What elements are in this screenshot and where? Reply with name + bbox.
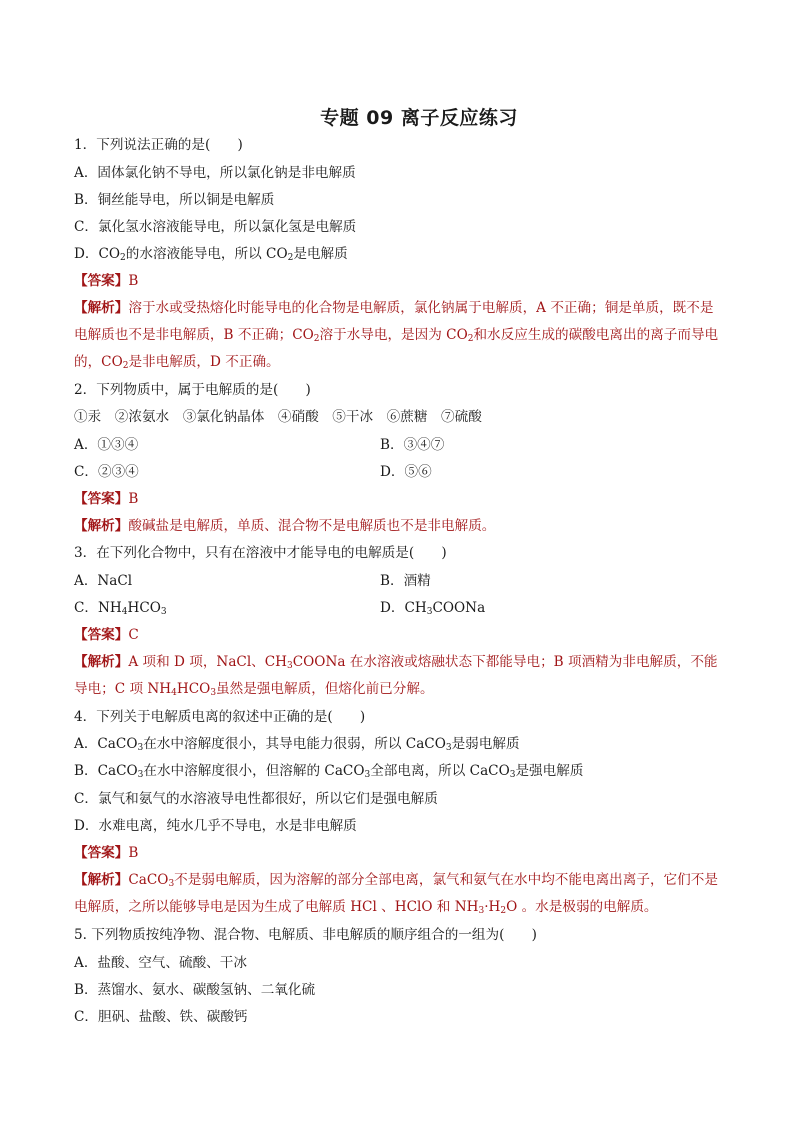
question-4-option-a: A．CaCO$_3$在水中溶解度很小，其导电能力很弱，所以 CaCO$_3$是弱电解质 [74,736,520,753]
question-3-analysis: 【解析】A 项和 D 项，NaCl、$CH_3COONa$ 在水溶液或熔融状态下都能导电；B 项酒精为非电解质，不能导电；C 项 $NH_4HCO_3$虽然是强电解质，但熔化前已分解。 [74,654,718,698]
question-3-option-a: A．NaCl [74,573,133,589]
question-2-answer: 【答案】B [74,491,139,507]
question-1-answer: 【答案】B [74,273,139,289]
question-3-option-d: D．$CH_3COONa$ [380,600,486,617]
question-2-items: ①汞 ②浓氨水 ③氯化钠晶体 ④硝酸 ⑤干冰 ⑥蔗糖 ⑦硫酸 [74,409,482,425]
question-3-answer: 【答案】C [74,627,139,643]
question-5-option-a: A．盐酸、空气、硫酸、干冰 [74,955,247,971]
question-4-stem: 4．下列关于电解质电离的叙述中正确的是( ) [74,709,366,725]
question-4-option-d: D．水难电离，纯水几乎不导电，水是非电解质 [74,818,357,834]
question-1-option-a: A．固体氯化钠不导电，所以氯化钠是非电解质 [74,165,356,181]
question-1-option-c: C．氯化氢水溶液能导电，所以氯化氢是电解质 [74,219,357,235]
question-5-stem: 5. 下列物质按纯净物、混合物、电解质、非电解质的顺序组合的一组为( ) [74,927,537,943]
question-2-option-d: D．⑤⑥ [380,464,432,480]
question-1-option-d: D．$CO_2$的水溶液能导电，所以 $CO_2$是电解质 [74,246,348,263]
question-1-analysis: 【解析】溶于水或受热熔化时能导电的化合物是电解质，氯化钠属于电解质，A 不正确；铜是单质，既不是电解质也不是非电解质，B 不正确；$CO_2$溶于水导电，是因为 $CO_2$和水反应生成的碳酸电离出的离子而导电的，$CO_2$是非电解质，D 不正确。 [74,300,719,371]
question-4-option-c: C．氯气和氨气的水溶液导电性都很好，所以它们是强电解质 [74,791,438,807]
question-4-analysis: 【解析】CaCO$_3$不是弱电解质，因为溶解的部分全部电离，氯气和氨气在水中均不能电离出离子，它们不是电解质，之所以能够导电是因为生成了电解质 HCl 、HClO 和 $NH_3\cdot H_2O$ 。水是极弱的电解质。 [74,872,718,916]
question-4-answer: 【答案】B [74,845,139,861]
question-2-option-c: C．②③④ [74,464,139,480]
question-5-option-c: C．胆矾、盐酸、铁、碳酸钙 [74,1009,248,1025]
question-2-option-b: B．③④⑦ [380,437,445,453]
question-1-stem: 1．下列说法正确的是( ) [74,137,243,153]
question-2-analysis: 【解析】酸碱盐是电解质，单质、混合物不是电解质也不是非电解质。 [74,518,496,534]
question-2-stem: 2．下列物质中，属于电解质的是( ) [74,382,311,398]
question-3-option-b: B．酒精 [380,573,431,589]
question-4-option-b: B．CaCO$_3$在水中溶解度很小，但溶解的 CaCO$_3$全部电离，所以 CaCO$_3$是强电解质 [74,763,584,780]
question-5-option-b: B．蒸馏水、氨水、碳酸氢钠、二氧化硫 [74,982,316,998]
question-3-option-c: C．$NH_4HCO_3$ [74,600,167,617]
question-2-option-a: A．①③④ [74,437,139,453]
question-3-stem: 3．在下列化合物中，只有在溶液中才能导电的电解质是( ) [74,545,447,561]
page-title: 专题 09 离子反应练习 [320,107,518,129]
question-1-option-b: B．铜丝能导电，所以铜是电解质 [74,192,275,208]
